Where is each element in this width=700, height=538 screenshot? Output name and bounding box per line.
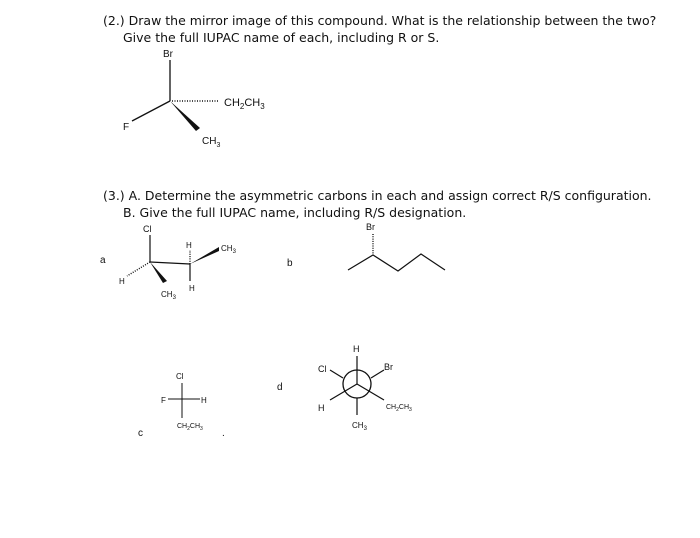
part-a-c-c-bond <box>150 262 190 264</box>
part-a-ch3-right: $CH_3$ <box>221 244 236 255</box>
part-c-dot: . <box>222 428 225 439</box>
part-d-br: Br <box>384 362 393 372</box>
part-d-h-top: H <box>353 344 360 354</box>
part-d-ethyl: $CH_2CH_3$ <box>386 404 412 413</box>
part-a-ch3-bottom: $CH_3$ <box>161 290 176 301</box>
part-c-cl-label: Cl <box>176 372 184 381</box>
part-c-structure <box>138 372 225 439</box>
part-a-wedge-ch3-right <box>190 247 219 264</box>
part-a-h-left: H <box>119 277 125 286</box>
part-b-letter: b <box>287 258 293 269</box>
part-d-h-left: H <box>318 403 325 413</box>
part-a-structure <box>100 224 237 301</box>
part-c-h-label: H <box>201 396 207 405</box>
part-d-back-bond-left <box>330 370 343 378</box>
part-c-letter: c <box>138 428 143 439</box>
part-a-wedge-ch3 <box>150 262 167 283</box>
part-a-h-top: H <box>186 241 192 250</box>
question-2-line-1: (2.) Draw the mirror image of this compound. What is the relationship between the two? <box>103 13 657 28</box>
part-d-cl: Cl <box>318 364 327 374</box>
part-b-skeleton <box>348 254 445 271</box>
q2-wedge-bond <box>170 101 200 131</box>
part-a-cl-label: Cl <box>143 224 152 234</box>
part-a-hash-h-left <box>127 262 150 276</box>
q2-structure <box>123 49 265 149</box>
part-b-br-label: Br <box>366 222 375 232</box>
part-c-ethyl-label: $CH_2CH_3$ <box>177 423 203 432</box>
part-d-structure <box>277 344 412 432</box>
part-a-letter: a <box>100 255 106 266</box>
part-d-back-bond-right <box>371 370 384 378</box>
part-b-structure <box>287 222 445 271</box>
part-a-h-bottom: H <box>189 284 195 293</box>
q2-bond-f <box>132 101 170 121</box>
question-2-line-2: Give the full IUPAC name of each, including R or S. <box>123 30 440 45</box>
q2-f-label: F <box>123 122 130 133</box>
question-3-line-2: B. Give the full IUPAC name, including R/S designation. <box>123 205 467 220</box>
part-d-ch3: $CH_3$ <box>352 421 367 432</box>
question-3-line-1: (3.) A. Determine the asymmetric carbons in each and assign correct R/S configuration. <box>103 188 652 203</box>
q2-methyl-label: $CH_3$ <box>202 136 221 149</box>
q2-br-label: Br <box>163 49 173 60</box>
part-c-f-label: F <box>161 396 166 405</box>
part-d-letter: d <box>277 382 283 393</box>
q2-ethyl-label: $CH_2CH_3$ <box>224 97 265 111</box>
